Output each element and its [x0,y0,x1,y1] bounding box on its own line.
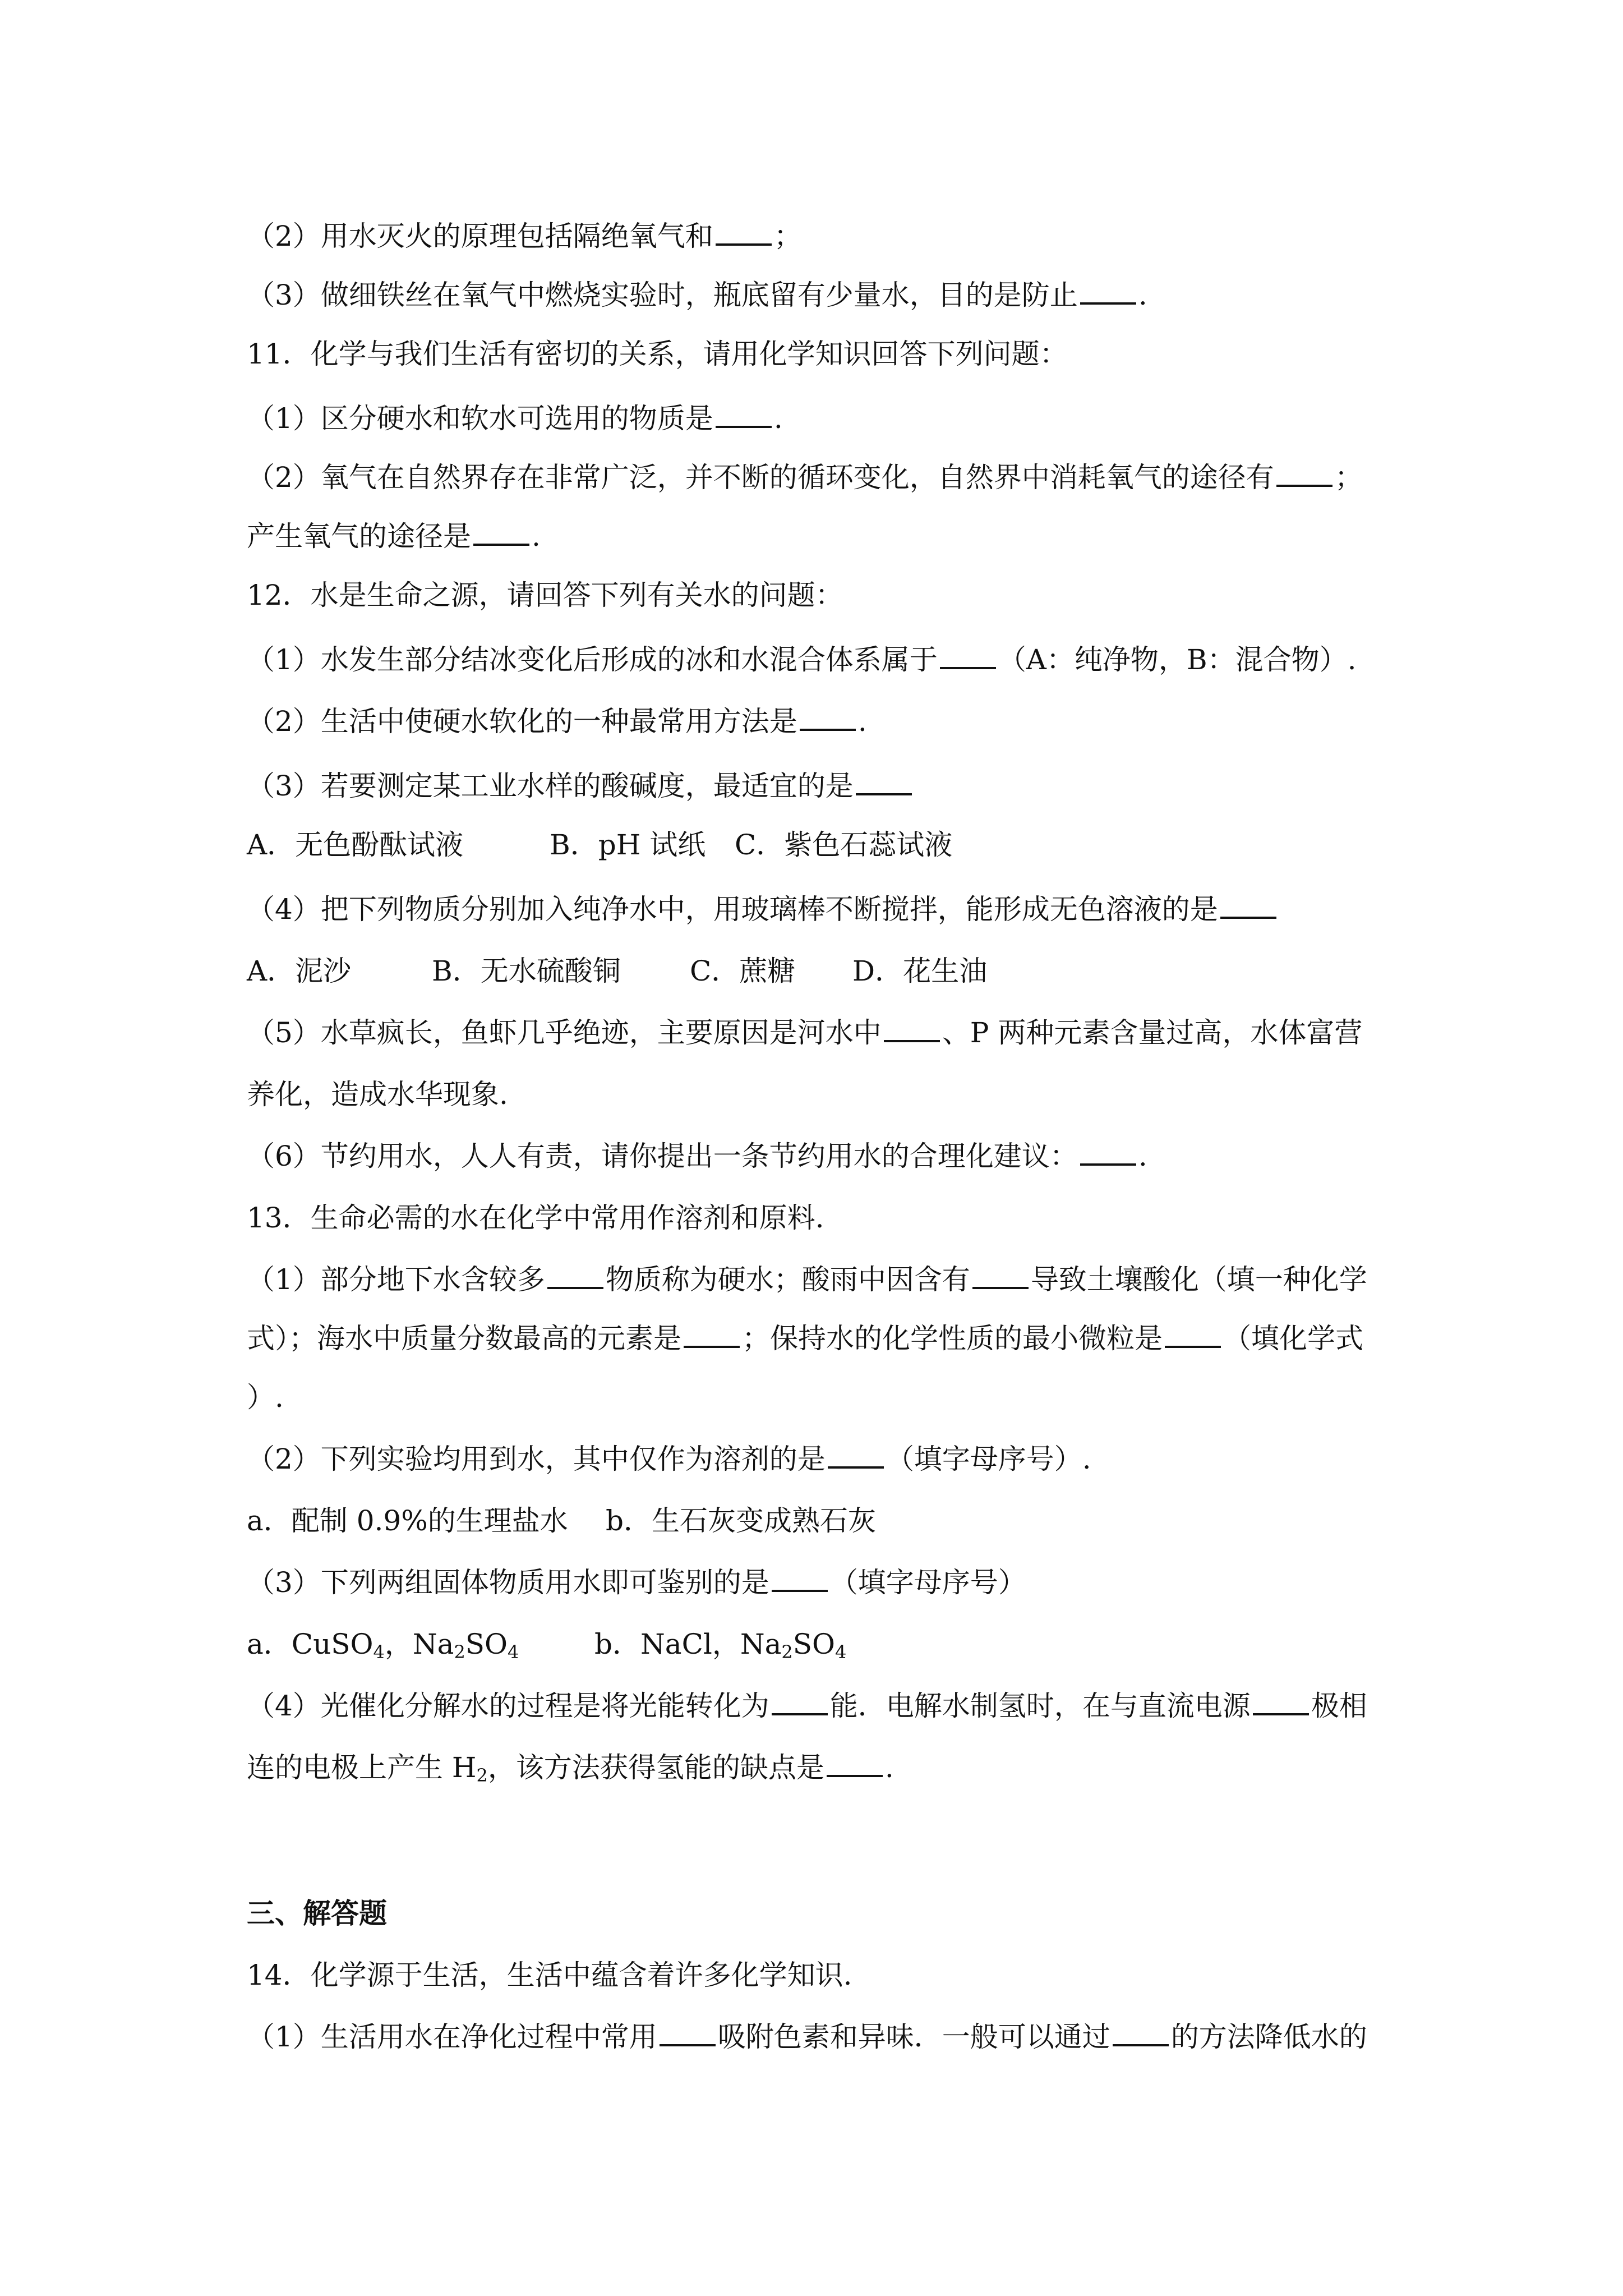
text: 养化，造成水华现象. [247,1078,508,1111]
text: 14．化学源于生活，生活中蕴含着许多化学知识. [247,1959,852,1991]
text: ，该方法获得氢能的缺点是 [487,1751,824,1784]
text: ，Na [384,1628,454,1660]
text: （3）做细铁丝在氧气中燃烧实验时，瓶底留有少量水，目的是防止 [247,279,1078,311]
question-13-part-3 [247,1565,1376,1600]
text: 、P 两种元素含量过高，水体富营 [942,1016,1363,1049]
text: a．CuSO [247,1628,374,1660]
subscript: 4 [834,1641,847,1663]
question-13-part-4-cont [247,1750,1376,1785]
question-11-part-2-cont [247,519,1376,554]
question-13-part-1-end [247,1380,1376,1415]
text: 三、解答题 [247,1897,387,1930]
text: （2）生活中使硬水软化的一种最常用方法是 [247,705,797,738]
answer-blank[interactable] [1080,278,1136,305]
question-12-part-3-options [247,827,1376,862]
answer-blank[interactable] [1220,892,1276,919]
text: （2）用水灭火的原理包括隔绝氧气和 [247,220,713,252]
question-12-part-1 [247,642,1376,677]
question-12-stem [247,578,1376,613]
text: （1）生活用水在净化过程中常用 [247,2021,657,2053]
text: （2）下列实验均用到水，其中仅作为溶剂的是 [247,1443,826,1475]
text: ）. [247,1381,284,1414]
text: 连的电极上产生 H [247,1751,477,1784]
option-b: B．pH 试纸 [550,829,706,861]
text: ； [773,220,802,252]
question-12-part-4-options [247,954,1376,988]
answer-blank[interactable] [473,519,529,546]
text: （填字母序号）. [886,1443,1091,1475]
text: 导致土壤酸化（填一种化学 [1030,1263,1367,1296]
text: 能．电解水制氢时，在与直流电源 [829,1690,1251,1722]
text: 极相 [1311,1690,1367,1722]
text: ；保持水的化学性质的最小微粒是 [742,1322,1163,1355]
text: （1）部分地下水含较多 [247,1263,545,1296]
answer-blank[interactable] [1253,1688,1309,1715]
option-b: B．无水硫酸铜 [432,955,621,987]
question-12-part-5 [247,1015,1376,1050]
text: （4）光催化分解水的过程是将光能转化为 [247,1690,769,1722]
question-13-part-3-options [247,1627,1376,1662]
question-14-stem [247,1958,1376,1993]
answer-blank[interactable] [800,704,856,731]
option-c: C．紫色石蕊试液 [735,829,953,861]
text: （2）氧气在自然界存在非常广泛，并不断的循环变化，自然界中消耗氧气的途径有 [247,461,1274,494]
question-12-part-2 [247,704,1376,739]
answer-blank[interactable] [827,1750,883,1777]
answer-blank[interactable] [684,1321,740,1348]
text: （A：纯净物，B：混合物）. [998,643,1357,676]
answer-blank[interactable] [1113,2019,1169,2046]
answer-blank[interactable] [716,219,772,246]
question-14-part-1 [247,2019,1376,2054]
answer-blank[interactable] [716,401,772,428]
option-a: A．泥沙 [247,955,352,987]
subscript: 2 [781,1641,793,1663]
question-11-part-2 [247,460,1376,495]
text: 产生氧气的途径是 [247,520,471,553]
question-13-part-2 [247,1442,1376,1476]
answer-blank[interactable] [856,769,912,795]
text: （6）节约用水，人人有责，请你提出一条节约用水的合理化建议： [247,1140,1078,1172]
option-a [247,1627,594,1662]
text: （5）水草疯长，鱼虾几乎绝迹，主要原因是河水中 [247,1016,882,1049]
option-a: a．配制 0.9%的生理盐水 [247,1504,568,1537]
question-12-part-3 [247,769,1376,803]
text: （填化学式 [1223,1322,1363,1355]
question-13-part-2-options [247,1503,1376,1538]
text: . [1138,1140,1147,1172]
text: 11．化学与我们生活有密切的关系，请用化学知识回答下列问题： [247,338,1068,370]
text: . [532,520,541,553]
answer-blank[interactable] [884,1015,940,1042]
answer-blank[interactable] [972,1262,1029,1289]
question-12-part-4 [247,892,1376,927]
question-13-part-1 [247,1262,1376,1297]
text: . [884,1751,894,1784]
question-10-part-2 [247,219,1376,254]
question-12-part-6 [247,1139,1376,1174]
text: b．NaCl，Na [594,1628,782,1660]
text: 12．水是生命之源，请回答下列有关水的问题： [247,579,843,611]
text: （3）若要测定某工业水样的酸碱度，最适宜的是 [247,770,854,802]
answer-blank[interactable] [772,1565,828,1592]
option-b: b．生石灰变成熟石灰 [606,1504,877,1537]
question-13-part-4 [247,1688,1376,1723]
text: 式）；海水中质量分数最高的元素是 [247,1322,681,1355]
text: . [857,705,867,738]
text: 的方法降低水的 [1170,2021,1367,2053]
text: （4）把下列物质分别加入纯净水中，用玻璃棒不断搅拌，能形成无色溶液的是 [247,893,1218,926]
option-a: A．无色酚酞试液 [247,829,464,861]
section-heading [247,1896,1376,1931]
question-12-part-5-cont [247,1077,1376,1112]
text: （1）区分硬水和软水可选用的物质是 [247,402,713,435]
subscript: 2 [454,1641,465,1663]
question-11-stem [247,337,1376,371]
text: （填字母序号） [829,1566,1026,1599]
subscript: 4 [508,1641,519,1663]
question-10-part-3 [247,278,1376,312]
question-13-stem [247,1200,1376,1235]
answer-blank[interactable] [940,642,996,669]
option-c: C．蔗糖 [690,955,796,987]
option-d: D．花生油 [852,955,988,987]
answer-blank[interactable] [1080,1139,1136,1166]
option-b [594,1627,846,1662]
answer-blank[interactable] [547,1262,603,1289]
text: 吸附色素和异味．一般可以通过 [717,2021,1110,2053]
text: . [773,402,783,435]
question-11-part-1 [247,401,1376,436]
text: 13．生命必需的水在化学中常用作溶剂和原料. [247,1202,824,1234]
text: . [1138,279,1147,311]
answer-blank[interactable] [1276,460,1332,487]
text: 物质称为硬水；酸雨中因含有 [605,1263,970,1296]
answer-blank[interactable] [828,1442,884,1469]
text: （3）下列两组固体物质用水即可鉴别的是 [247,1566,769,1599]
subscript: 2 [476,1765,488,1786]
answer-blank[interactable] [1165,1321,1221,1348]
question-13-part-1-cont [247,1321,1376,1356]
text: ； [1334,461,1363,494]
text: SO [792,1628,835,1660]
subscript: 4 [373,1641,385,1663]
answer-blank[interactable] [772,1688,828,1715]
text: SO [465,1628,508,1660]
text: （1）水发生部分结冰变化后形成的冰和水混合体系属于 [247,643,938,676]
answer-blank[interactable] [660,2019,716,2046]
